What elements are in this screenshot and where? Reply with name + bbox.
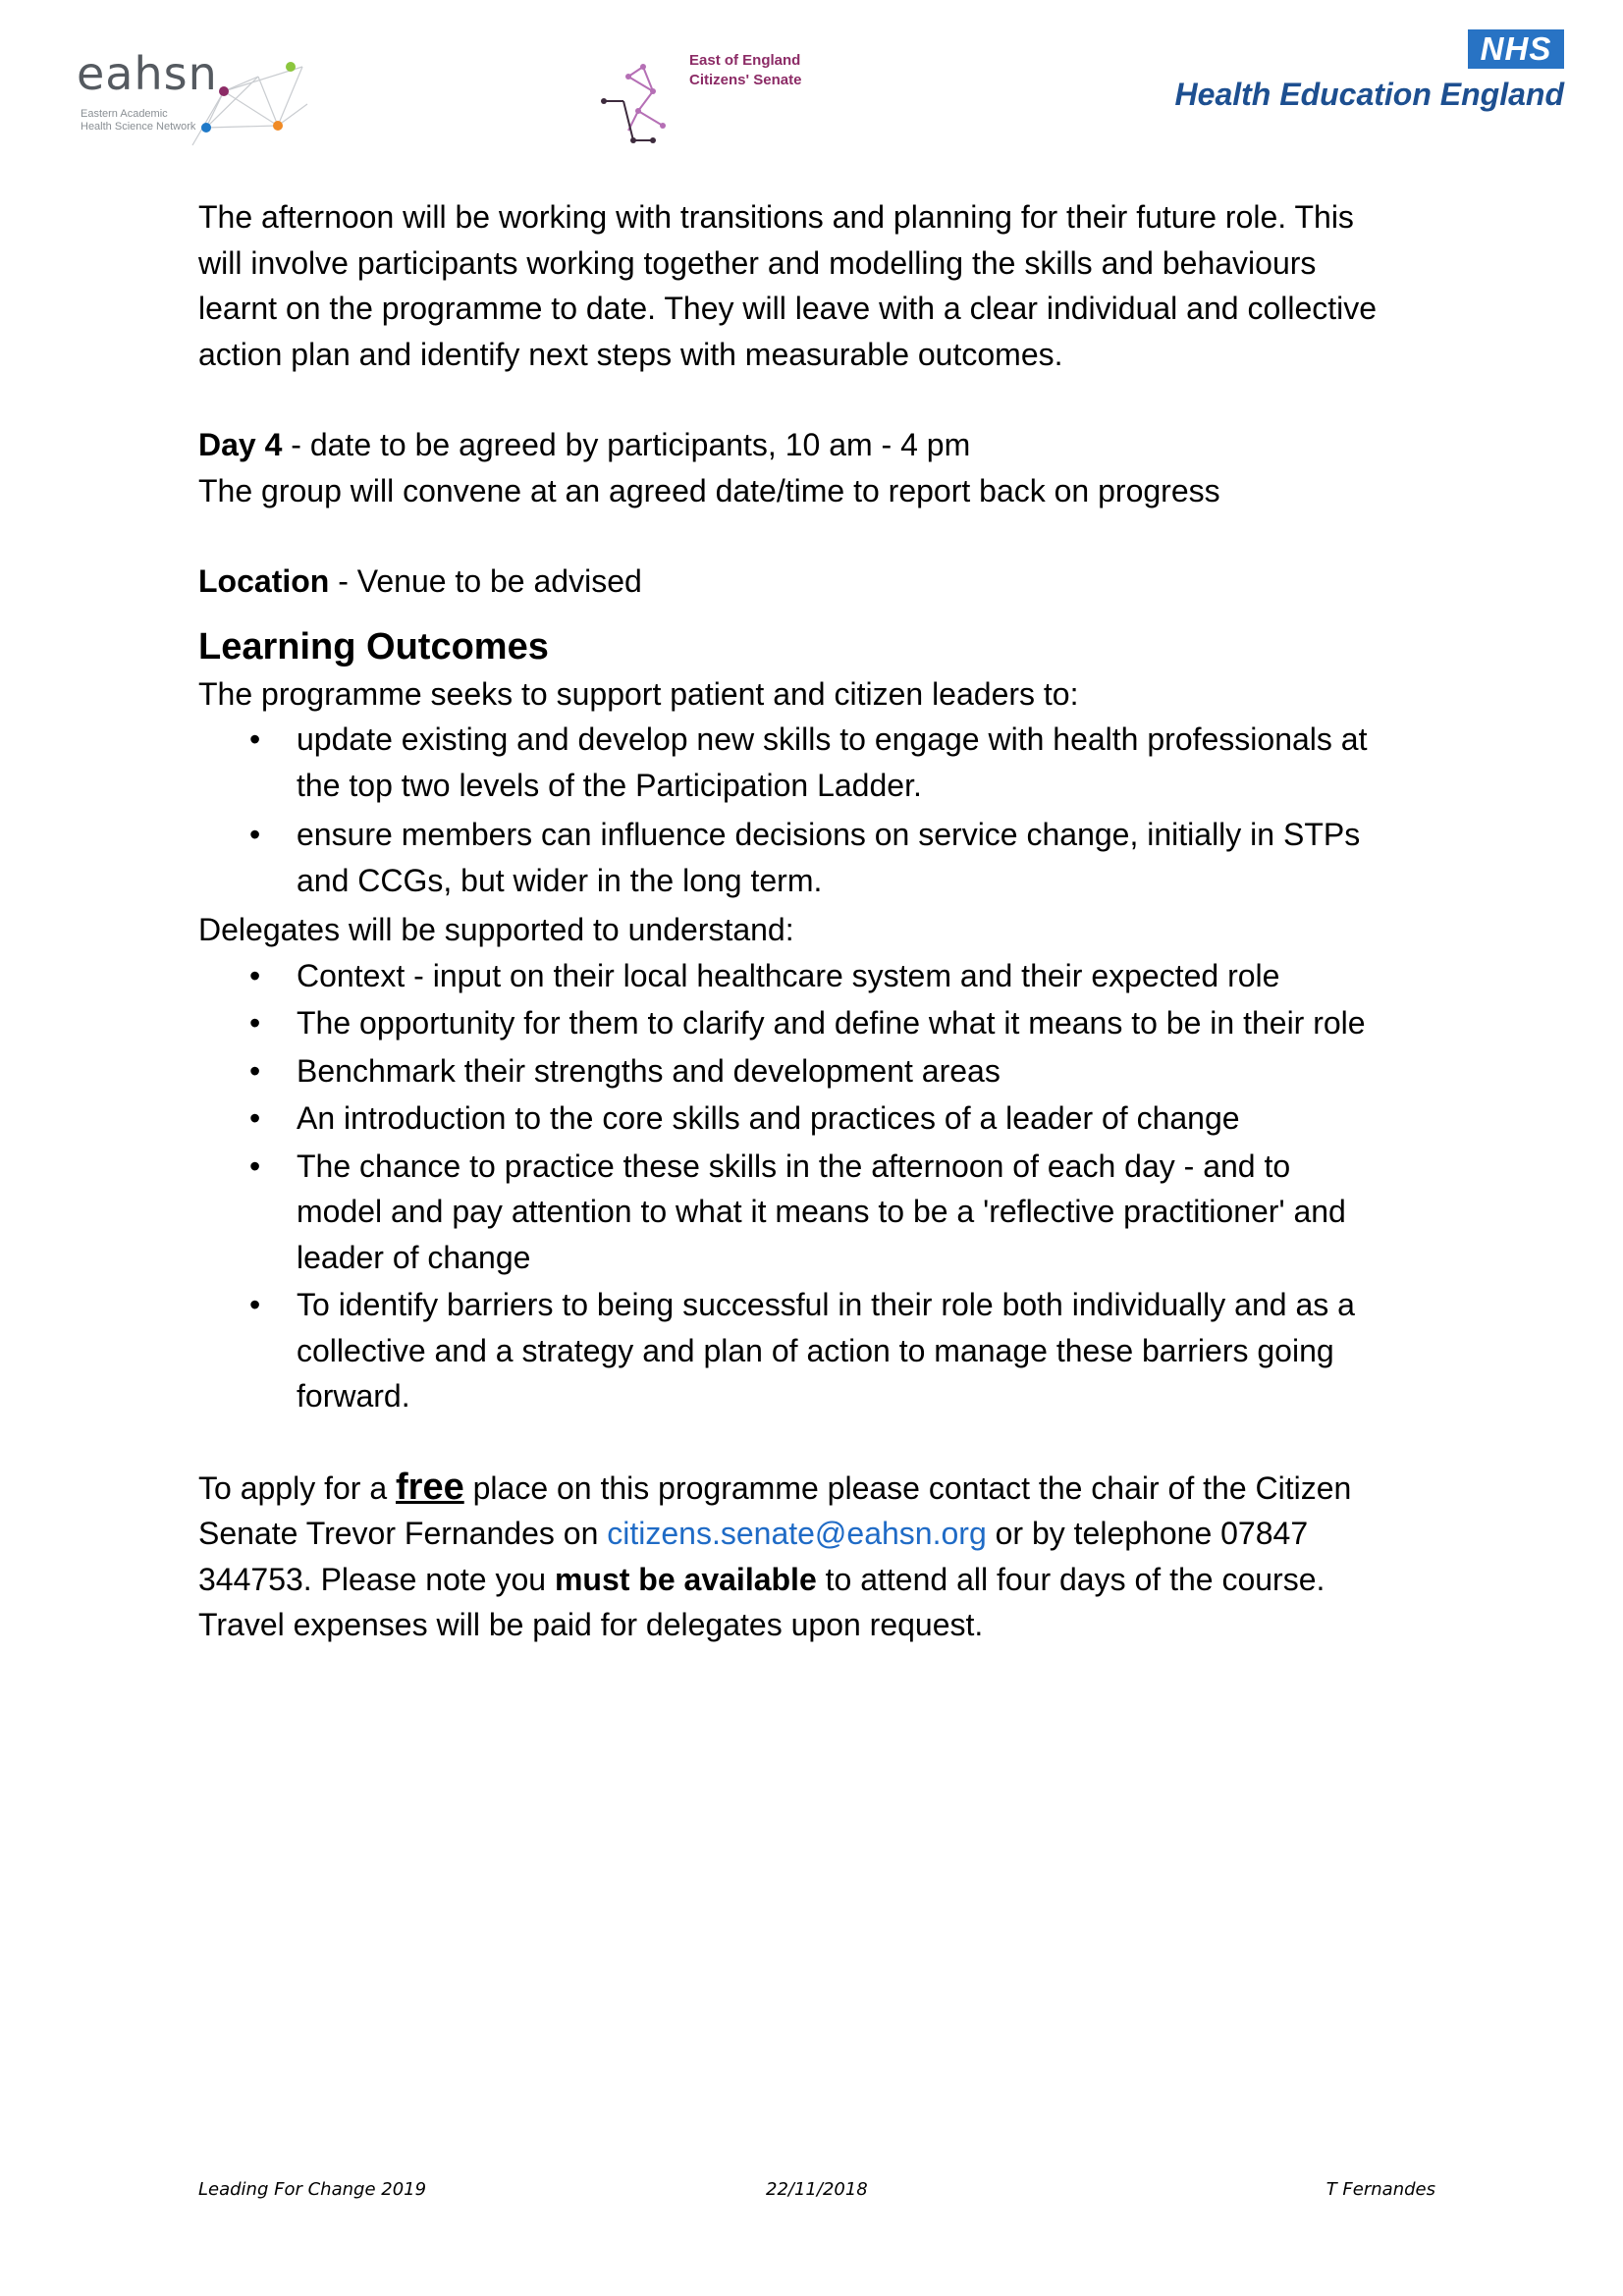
text-line: the top two levels of the Participation Ladder. — [297, 767, 922, 803]
list-item — [198, 1095, 1455, 1142]
bullet-icon: • — [249, 1287, 261, 1322]
text-line: To identify barriers to being successful in their role both individually and as a — [297, 1287, 1355, 1322]
page-header — [0, 0, 1623, 167]
list-item — [198, 1282, 1455, 1419]
text-fragment: Senate Trevor Fernandes on — [198, 1516, 608, 1551]
eahsn-logo — [77, 47, 312, 150]
day4-text: The group will convene at an agreed date/time to report back on progress — [198, 472, 1220, 508]
eahsn-subtitle-line: Eastern Academic — [81, 108, 168, 120]
list-item — [198, 1048, 1455, 1095]
learning-outcomes-heading: Learning Outcomes — [198, 625, 549, 667]
bullet-icon: • — [249, 1100, 261, 1136]
hee-logo — [1152, 29, 1564, 118]
text-line: leader of change — [297, 1239, 531, 1275]
text-line: model and pay attention to what it means to be a 'reflective practitioner' and — [297, 1194, 1346, 1229]
text-line: Context - input on their local healthcare system and their expected role — [297, 957, 1280, 993]
footer-date: 22/11/2018 — [766, 2179, 868, 2200]
day4-label: Day 4 — [198, 427, 283, 462]
text-fragment: or by telephone 07847 — [986, 1516, 1309, 1551]
location-label: Location — [198, 563, 330, 599]
text-fragment: To apply for a — [198, 1469, 396, 1506]
text-fragment: place on this programme please contact the chair of the Citizen — [463, 1469, 1352, 1506]
footer-title: Leading For Change 2019 — [198, 2179, 427, 2200]
text-line: Travel expenses will be paid for delegates upon request. — [198, 1607, 984, 1642]
hee-title: Health Education England — [1174, 77, 1564, 112]
bullet-icon: • — [249, 721, 261, 757]
list-item — [198, 1000, 1455, 1046]
apply-paragraph — [198, 1465, 1455, 1648]
nhs-badge: NHS — [1468, 29, 1564, 69]
bullet-icon: • — [249, 1148, 261, 1184]
list-item — [198, 812, 1455, 903]
email-link[interactable]: citizens.senate@eahsn.org — [607, 1516, 987, 1551]
day4-detail: - date to be agreed by participants, 10 am - 4 pm — [282, 427, 971, 462]
day4-block — [198, 422, 1455, 513]
text-line: collective and a strategy and plan of action to manage these barriers going — [297, 1332, 1334, 1368]
delegates-list — [198, 953, 1455, 1419]
list-item — [198, 717, 1455, 808]
senate-title-line: Citizens' Senate — [689, 72, 802, 88]
text-line: and CCGs, but wider in the long term. — [297, 862, 823, 898]
outcomes-list — [198, 717, 1455, 903]
must-be-available-emphasis: must be available — [554, 1561, 817, 1597]
footer-author: T Fernandes — [1325, 2179, 1435, 2200]
text-line: ensure members can influence decisions on service change, initially in STPs — [297, 817, 1361, 852]
text-line: learnt on the programme to date. They will leave with a clear individual and collective — [198, 291, 1378, 326]
citizens-senate-logo — [599, 47, 854, 150]
senate-title-line: East of England — [689, 52, 801, 69]
bullet-icon: • — [249, 1005, 261, 1041]
delegates-intro: Delegates will be supported to understand: — [198, 912, 794, 947]
location-block — [198, 559, 1455, 605]
eahsn-wordmark: eahsn — [77, 47, 218, 100]
eahsn-subtitle — [81, 108, 218, 133]
text-line: The chance to practice these skills in the afternoon of each day - and to — [297, 1148, 1291, 1184]
text-line: The opportunity for them to clarify and define what it means to be in their role — [297, 1005, 1366, 1041]
eahsn-subtitle-line: Health Science Network — [81, 121, 196, 133]
senate-title — [689, 51, 801, 90]
text-line: update existing and develop new skills to engage with health professionals at — [297, 721, 1368, 757]
bullet-icon: • — [249, 1052, 261, 1089]
list-item — [198, 953, 1455, 999]
list-item — [198, 1144, 1455, 1281]
document-body — [198, 194, 1455, 1648]
text-line: The afternoon will be working with transitions and planning for their future role. This — [198, 199, 1354, 235]
text-line: An introduction to the core skills and practices of a leader of change — [297, 1100, 1240, 1136]
learning-outcomes-intro: The programme seeks to support patient and citizen leaders to: — [198, 675, 1079, 712]
senate-network-icon — [599, 47, 687, 150]
text-fragment: 344753. Please note you — [198, 1561, 555, 1597]
text-line: will involve participants working together and modelling the skills and behaviours — [198, 244, 1317, 281]
text-line: action plan and identify next steps with measurable outcomes. — [198, 336, 1063, 372]
bullet-icon: • — [249, 817, 261, 852]
free-emphasis: free — [396, 1466, 464, 1508]
bullet-icon: • — [249, 957, 261, 993]
intro-paragraph — [198, 194, 1455, 377]
text-line: Benchmark their strengths and development areas — [297, 1052, 1001, 1089]
text-line: forward. — [297, 1378, 410, 1414]
location-detail: - Venue to be advised — [329, 563, 642, 599]
text-fragment: to attend all four days of the course. — [816, 1561, 1325, 1597]
